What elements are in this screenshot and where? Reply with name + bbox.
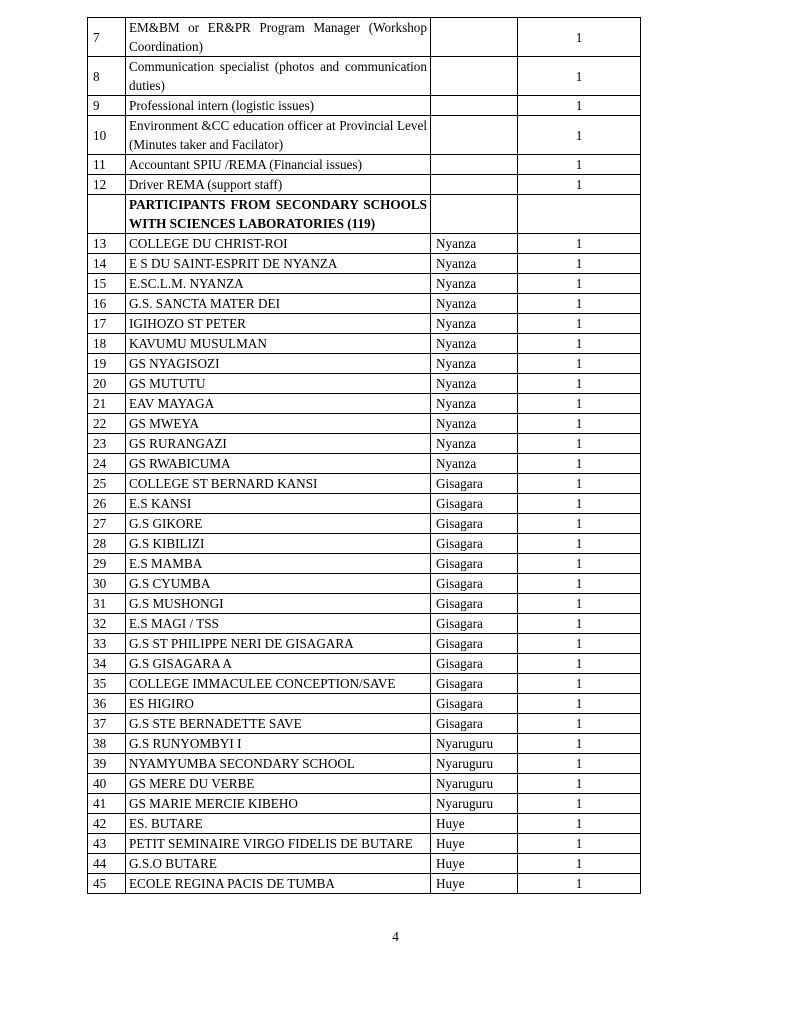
table-row bbox=[88, 96, 641, 116]
participant-name-cell: GS MUTUTU bbox=[126, 374, 431, 394]
table-row bbox=[88, 834, 641, 854]
row-number-cell: 35 bbox=[88, 674, 126, 694]
count-cell: 1 bbox=[518, 594, 641, 614]
row-number-cell: 16 bbox=[88, 294, 126, 314]
table-row bbox=[88, 374, 641, 394]
row-number-cell: 45 bbox=[88, 874, 126, 894]
row-number-cell: 31 bbox=[88, 594, 126, 614]
district-cell: Gisagara bbox=[431, 494, 518, 514]
section-header-row bbox=[88, 195, 641, 234]
table-row bbox=[88, 116, 641, 155]
district-cell: Gisagara bbox=[431, 574, 518, 594]
count-cell: 1 bbox=[518, 654, 641, 674]
district-cell: Nyanza bbox=[431, 434, 518, 454]
table-row bbox=[88, 674, 641, 694]
count-cell: 1 bbox=[518, 534, 641, 554]
participant-name-cell: GS MWEYA bbox=[126, 414, 431, 434]
district-cell bbox=[431, 57, 518, 96]
row-number-cell: 14 bbox=[88, 254, 126, 274]
participant-name-cell: Professional intern (logistic issues) bbox=[126, 96, 431, 116]
table-row bbox=[88, 474, 641, 494]
table-row bbox=[88, 57, 641, 96]
participant-name-cell: COLLEGE IMMACULEE CONCEPTION/SAVE bbox=[126, 674, 431, 694]
count-cell: 1 bbox=[518, 354, 641, 374]
participants-table-body bbox=[88, 18, 641, 894]
table-row bbox=[88, 574, 641, 594]
table-row bbox=[88, 254, 641, 274]
table-row bbox=[88, 394, 641, 414]
row-number-cell: 22 bbox=[88, 414, 126, 434]
row-number-cell: 12 bbox=[88, 175, 126, 195]
participant-name-cell: Communication specialist (photos and communication duties) bbox=[126, 57, 431, 96]
table-row bbox=[88, 18, 641, 57]
count-cell: 1 bbox=[518, 874, 641, 894]
district-cell: Gisagara bbox=[431, 674, 518, 694]
row-number-cell: 17 bbox=[88, 314, 126, 334]
row-number-cell: 43 bbox=[88, 834, 126, 854]
table-row bbox=[88, 654, 641, 674]
row-number-cell: 19 bbox=[88, 354, 126, 374]
participant-name-cell: ECOLE REGINA PACIS DE TUMBA bbox=[126, 874, 431, 894]
district-cell: Nyaruguru bbox=[431, 794, 518, 814]
count-cell: 1 bbox=[518, 574, 641, 594]
participant-name-cell: GS MERE DU VERBE bbox=[126, 774, 431, 794]
count-cell: 1 bbox=[518, 254, 641, 274]
count-cell: 1 bbox=[518, 434, 641, 454]
count-cell: 1 bbox=[518, 175, 641, 195]
count-cell: 1 bbox=[518, 454, 641, 474]
row-number-cell: 39 bbox=[88, 754, 126, 774]
table-row bbox=[88, 594, 641, 614]
participant-name-cell: Accountant SPIU /REMA (Financial issues) bbox=[126, 155, 431, 175]
count-cell: 1 bbox=[518, 274, 641, 294]
district-cell: Nyanza bbox=[431, 334, 518, 354]
count-cell: 1 bbox=[518, 116, 641, 155]
district-cell: Nyanza bbox=[431, 254, 518, 274]
participant-name-cell: EM&BM or ER&PR Program Manager (Workshop Coordination) bbox=[126, 18, 431, 57]
table-row bbox=[88, 494, 641, 514]
row-number-cell: 41 bbox=[88, 794, 126, 814]
count-cell: 1 bbox=[518, 674, 641, 694]
district-cell: Nyanza bbox=[431, 274, 518, 294]
table-row bbox=[88, 514, 641, 534]
row-number-cell bbox=[88, 195, 126, 234]
participant-name-cell: KAVUMU MUSULMAN bbox=[126, 334, 431, 354]
row-number-cell: 15 bbox=[88, 274, 126, 294]
district-cell: Nyaruguru bbox=[431, 734, 518, 754]
table-row bbox=[88, 614, 641, 634]
count-cell: 1 bbox=[518, 314, 641, 334]
table-row bbox=[88, 794, 641, 814]
table-row bbox=[88, 434, 641, 454]
district-cell: Gisagara bbox=[431, 554, 518, 574]
count-cell: 1 bbox=[518, 774, 641, 794]
district-cell: Gisagara bbox=[431, 534, 518, 554]
table-row bbox=[88, 274, 641, 294]
participant-name-cell: G.S GIKORE bbox=[126, 514, 431, 534]
row-number-cell: 11 bbox=[88, 155, 126, 175]
row-number-cell: 21 bbox=[88, 394, 126, 414]
district-cell: Nyanza bbox=[431, 414, 518, 434]
row-number-cell: 24 bbox=[88, 454, 126, 474]
district-cell: Nyaruguru bbox=[431, 754, 518, 774]
district-cell bbox=[431, 116, 518, 155]
participant-name-cell: GS RURANGAZI bbox=[126, 434, 431, 454]
participant-name-cell: E.S KANSI bbox=[126, 494, 431, 514]
table-row bbox=[88, 314, 641, 334]
count-cell: 1 bbox=[518, 414, 641, 434]
row-number-cell: 38 bbox=[88, 734, 126, 754]
table-row bbox=[88, 634, 641, 654]
table-row bbox=[88, 714, 641, 734]
row-number-cell: 25 bbox=[88, 474, 126, 494]
participant-name-cell: G.S CYUMBA bbox=[126, 574, 431, 594]
row-number-cell: 32 bbox=[88, 614, 126, 634]
district-cell: Gisagara bbox=[431, 654, 518, 674]
count-cell: 1 bbox=[518, 18, 641, 57]
count-cell: 1 bbox=[518, 294, 641, 314]
table-row bbox=[88, 694, 641, 714]
count-cell: 1 bbox=[518, 155, 641, 175]
district-cell: Gisagara bbox=[431, 694, 518, 714]
count-cell: 1 bbox=[518, 514, 641, 534]
count-cell: 1 bbox=[518, 854, 641, 874]
row-number-cell: 7 bbox=[88, 18, 126, 57]
participant-name-cell: G.S STE BERNADETTE SAVE bbox=[126, 714, 431, 734]
participant-name-cell: E.SC.L.M. NYANZA bbox=[126, 274, 431, 294]
count-cell: 1 bbox=[518, 554, 641, 574]
table-row bbox=[88, 234, 641, 254]
count-cell: 1 bbox=[518, 634, 641, 654]
participant-name-cell: EAV MAYAGA bbox=[126, 394, 431, 414]
row-number-cell: 33 bbox=[88, 634, 126, 654]
table-row bbox=[88, 874, 641, 894]
row-number-cell: 30 bbox=[88, 574, 126, 594]
table-row bbox=[88, 414, 641, 434]
row-number-cell: 26 bbox=[88, 494, 126, 514]
district-cell: Nyanza bbox=[431, 294, 518, 314]
participant-name-cell: G.S GISAGARA A bbox=[126, 654, 431, 674]
table-row bbox=[88, 754, 641, 774]
table-row bbox=[88, 734, 641, 754]
district-cell bbox=[431, 195, 518, 234]
district-cell bbox=[431, 18, 518, 57]
row-number-cell: 28 bbox=[88, 534, 126, 554]
district-cell: Gisagara bbox=[431, 594, 518, 614]
row-number-cell: 27 bbox=[88, 514, 126, 534]
participant-name-cell: G.S ST PHILIPPE NERI DE GISAGARA bbox=[126, 634, 431, 654]
participants-table bbox=[87, 17, 641, 894]
participant-name-cell: G.S MUSHONGI bbox=[126, 594, 431, 614]
participant-name-cell: G.S KIBILIZI bbox=[126, 534, 431, 554]
table-row bbox=[88, 175, 641, 195]
district-cell: Huye bbox=[431, 874, 518, 894]
participant-name-cell: COLLEGE DU CHRIST-ROI bbox=[126, 234, 431, 254]
row-number-cell: 8 bbox=[88, 57, 126, 96]
district-cell: Nyanza bbox=[431, 314, 518, 334]
count-cell: 1 bbox=[518, 814, 641, 834]
table-row bbox=[88, 814, 641, 834]
district-cell: Nyanza bbox=[431, 354, 518, 374]
table-row bbox=[88, 854, 641, 874]
table-row bbox=[88, 774, 641, 794]
row-number-cell: 44 bbox=[88, 854, 126, 874]
count-cell: 1 bbox=[518, 614, 641, 634]
count-cell: 1 bbox=[518, 374, 641, 394]
district-cell bbox=[431, 155, 518, 175]
participant-name-cell: COLLEGE ST BERNARD KANSI bbox=[126, 474, 431, 494]
row-number-cell: 42 bbox=[88, 814, 126, 834]
participant-name-cell: ES HIGIRO bbox=[126, 694, 431, 714]
table-row bbox=[88, 554, 641, 574]
district-cell: Gisagara bbox=[431, 474, 518, 494]
district-cell: Huye bbox=[431, 834, 518, 854]
row-number-cell: 10 bbox=[88, 116, 126, 155]
count-cell: 1 bbox=[518, 494, 641, 514]
participant-name-cell: E.S MAGI / TSS bbox=[126, 614, 431, 634]
participant-name-cell: GS NYAGISOZI bbox=[126, 354, 431, 374]
district-cell: Nyanza bbox=[431, 374, 518, 394]
count-cell: 1 bbox=[518, 334, 641, 354]
count-cell bbox=[518, 195, 641, 234]
district-cell bbox=[431, 96, 518, 116]
district-cell: Nyanza bbox=[431, 234, 518, 254]
count-cell: 1 bbox=[518, 754, 641, 774]
participant-name-cell: GS MARIE MERCIE KIBEHO bbox=[126, 794, 431, 814]
district-cell: Huye bbox=[431, 854, 518, 874]
participant-name-cell: PETIT SEMINAIRE VIRGO FIDELIS DE BUTARE bbox=[126, 834, 431, 854]
count-cell: 1 bbox=[518, 734, 641, 754]
participant-name-cell: Driver REMA (support staff) bbox=[126, 175, 431, 195]
row-number-cell: 34 bbox=[88, 654, 126, 674]
participant-name-cell: G.S RUNYOMBYI I bbox=[126, 734, 431, 754]
row-number-cell: 36 bbox=[88, 694, 126, 714]
count-cell: 1 bbox=[518, 794, 641, 814]
participant-name-cell: G.S.O BUTARE bbox=[126, 854, 431, 874]
participant-name-cell: ES. BUTARE bbox=[126, 814, 431, 834]
row-number-cell: 9 bbox=[88, 96, 126, 116]
count-cell: 1 bbox=[518, 714, 641, 734]
table-row bbox=[88, 454, 641, 474]
page-number: 4 bbox=[392, 929, 399, 944]
section-title-cell: PARTICIPANTS FROM SECONDARY SCHOOLS WITH SCIENCES LABORATORIES (119) bbox=[126, 195, 431, 234]
count-cell: 1 bbox=[518, 394, 641, 414]
district-cell: Nyanza bbox=[431, 394, 518, 414]
participant-name-cell: E.S MAMBA bbox=[126, 554, 431, 574]
district-cell: Huye bbox=[431, 814, 518, 834]
district-cell: Gisagara bbox=[431, 514, 518, 534]
row-number-cell: 23 bbox=[88, 434, 126, 454]
count-cell: 1 bbox=[518, 834, 641, 854]
district-cell: Nyanza bbox=[431, 454, 518, 474]
row-number-cell: 13 bbox=[88, 234, 126, 254]
row-number-cell: 29 bbox=[88, 554, 126, 574]
participant-name-cell: G.S. SANCTA MATER DEI bbox=[126, 294, 431, 314]
district-cell bbox=[431, 175, 518, 195]
table-row bbox=[88, 155, 641, 175]
participant-name-cell: GS RWABICUMA bbox=[126, 454, 431, 474]
district-cell: Gisagara bbox=[431, 714, 518, 734]
count-cell: 1 bbox=[518, 96, 641, 116]
participant-name-cell: E S DU SAINT-ESPRIT DE NYANZA bbox=[126, 254, 431, 274]
row-number-cell: 37 bbox=[88, 714, 126, 734]
table-row bbox=[88, 294, 641, 314]
participant-name-cell: IGIHOZO ST PETER bbox=[126, 314, 431, 334]
count-cell: 1 bbox=[518, 694, 641, 714]
participant-name-cell: Environment &CC education officer at Provincial Level (Minutes taker and Facilator) bbox=[126, 116, 431, 155]
row-number-cell: 20 bbox=[88, 374, 126, 394]
count-cell: 1 bbox=[518, 474, 641, 494]
count-cell: 1 bbox=[518, 57, 641, 96]
row-number-cell: 18 bbox=[88, 334, 126, 354]
table-row bbox=[88, 334, 641, 354]
count-cell: 1 bbox=[518, 234, 641, 254]
district-cell: Gisagara bbox=[431, 634, 518, 654]
row-number-cell: 40 bbox=[88, 774, 126, 794]
table-row bbox=[88, 534, 641, 554]
table-row bbox=[88, 354, 641, 374]
district-cell: Nyaruguru bbox=[431, 774, 518, 794]
district-cell: Gisagara bbox=[431, 614, 518, 634]
participant-name-cell: NYAMYUMBA SECONDARY SCHOOL bbox=[126, 754, 431, 774]
